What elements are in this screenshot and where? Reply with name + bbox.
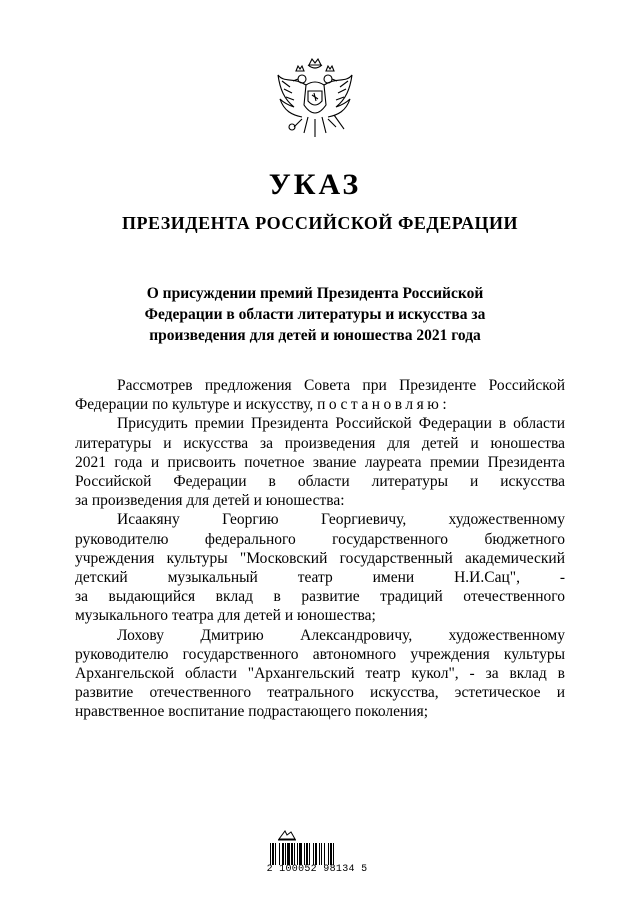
paragraph-laureate-1-cont: [75, 530, 565, 549]
text-line: развитие отечественного театрального искусства, эстетическое и: [75, 684, 565, 702]
text-line: нравственное воспитание подрастающего поколения;: [75, 703, 429, 721]
coat-of-arms-emblem-icon: [272, 55, 358, 145]
text-line: детский музыкальный театр имени Н.И.Сац", -: [75, 569, 565, 587]
resolution-word: постановляю:: [317, 396, 451, 414]
text-line: за выдающийся вклад в развитие традиций отечественного: [75, 588, 565, 606]
text-line: 2021 года и присвоить почетное звание лауреата премии Президента: [75, 453, 565, 471]
paragraph-laureate-2-cont: [75, 683, 565, 702]
paragraph-laureate-1-cont: [75, 587, 565, 606]
paragraph-laureate-1: [75, 510, 565, 529]
text-line: Российской Федерации в области литературы и искусства: [75, 473, 565, 491]
text-line: Исаакяну Георгию Георгиевичу, художественному: [117, 511, 565, 529]
registry-logo-icon: [277, 829, 297, 841]
paragraph-award-intro-cont: [75, 453, 565, 472]
subject-line: Федерации в области литературы и искусства за: [144, 306, 486, 323]
text-line: руководителю федерального государственного бюджетного: [75, 530, 565, 548]
text-line: Присудить премии Президента Российской Федерации в области: [117, 415, 565, 433]
paragraph-award-intro-cont: [75, 434, 565, 453]
text-line: Архангельской области "Архангельский театр кукол", - за вклад в: [75, 665, 565, 683]
paragraph-laureate-2-cont: [75, 645, 565, 664]
paragraph-laureate-2: [75, 626, 565, 645]
paragraph-preamble-end: [75, 395, 565, 414]
paragraph-preamble: [75, 376, 565, 395]
paragraph-laureate-1-cont: [75, 568, 565, 587]
text-line: за произведения для детей и юношества:: [75, 492, 345, 510]
text-line: Рассмотрев предложения Совета при Президенте Российской: [117, 377, 565, 394]
barcode-number: 2 100052 98134 5: [266, 864, 368, 875]
decree-body: [75, 376, 565, 722]
text-line: Федерации по культуре и искусству,: [75, 396, 318, 414]
subject-line: произведения для детей и юношества 2021 года: [149, 327, 481, 344]
paragraph-award-intro-cont: [75, 491, 565, 510]
issuer-heading: ПРЕЗИДЕНТА РОССИЙСКОЙ ФЕДЕРАЦИИ: [122, 213, 518, 233]
text-line: учреждения культуры "Московский государственный академический: [75, 549, 565, 567]
text-line: руководителю государственного автономного учреждения культуры: [75, 645, 565, 663]
paragraph-award-intro-cont: [75, 472, 565, 491]
paragraph-laureate-1-cont: [75, 549, 565, 568]
paragraph-laureate-2-cont: [75, 702, 565, 721]
text-line: Лохову Дмитрию Александровичу, художественному: [117, 626, 565, 644]
paragraph-award-intro: [75, 414, 565, 433]
document-type-title: УКАЗ: [268, 168, 362, 201]
paragraph-laureate-2-cont: [75, 664, 565, 683]
decree-subject: [130, 283, 500, 346]
text-line: литературы и искусства за произведения для детей и юношества: [75, 434, 565, 452]
barcode-icon: [270, 843, 358, 865]
text-line: музыкального театра для детей и юношества;: [75, 607, 376, 625]
paragraph-laureate-1-cont: [75, 606, 565, 625]
subject-line: О присуждении премий Президента Российской: [146, 285, 484, 302]
